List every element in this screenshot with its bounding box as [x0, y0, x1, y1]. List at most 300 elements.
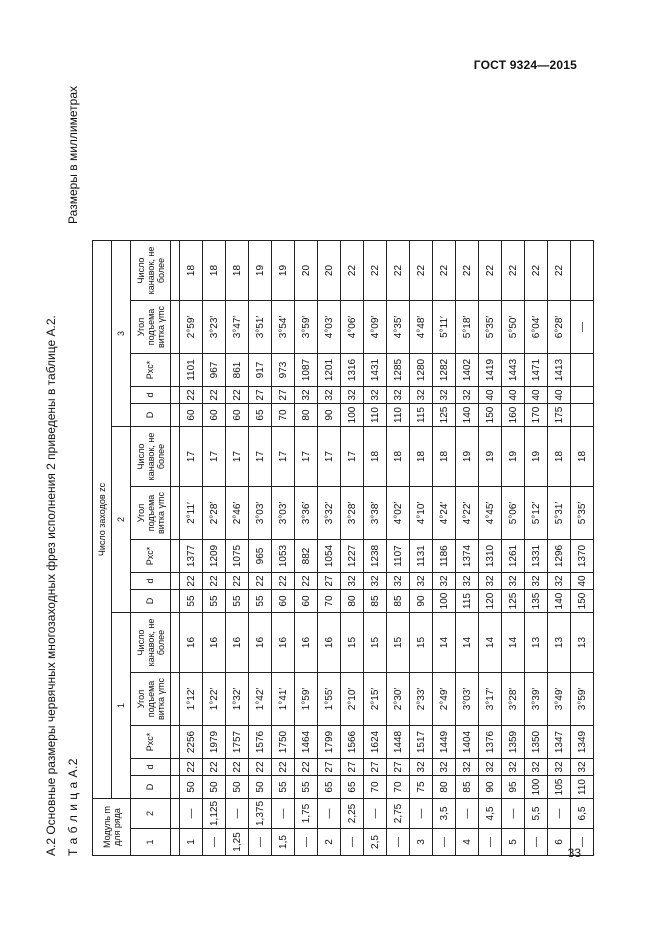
table-cell: 40: [502, 387, 525, 404]
table-cell: 40: [479, 387, 502, 404]
table-cell: 1053: [272, 540, 295, 573]
table-cell: 967: [203, 354, 226, 387]
table-cell: 17: [272, 427, 295, 487]
table-cell: 60: [203, 404, 226, 427]
table-cell: 1,75: [295, 799, 318, 829]
table-cell: 90: [410, 590, 433, 613]
table-cell: 32: [502, 573, 525, 590]
table-cell: 27: [341, 759, 364, 776]
header-row-2: 2: [131, 799, 171, 829]
table-cell: 5°35′: [479, 301, 502, 354]
table-row: [341, 241, 364, 856]
table-cell: 14: [456, 613, 479, 673]
header-row-1: 1: [131, 829, 171, 856]
table-cell: 32: [433, 759, 456, 776]
table-cell: 3°59′: [295, 301, 318, 354]
table-cell: 5°12′: [525, 487, 548, 540]
table-cell: 18: [203, 241, 226, 301]
header-group-2: 2: [112, 427, 131, 613]
table-cell: 18: [226, 241, 249, 301]
table-row: [502, 241, 525, 856]
table-cell: 18: [410, 427, 433, 487]
table-cell: 65: [318, 776, 341, 799]
table-cell: 32: [364, 387, 387, 404]
table-cell: 32: [456, 573, 479, 590]
table-cell: 18: [387, 427, 410, 487]
table-row: [295, 241, 318, 856]
header-pitch: Pхс*: [131, 726, 171, 759]
table-cell: —: [571, 829, 594, 856]
header-pitch: Pхс*: [131, 354, 171, 387]
table-cell: —: [502, 799, 525, 829]
table-cell: 1310: [479, 540, 502, 573]
table-cell: 1404: [456, 726, 479, 759]
table-cell: 100: [433, 590, 456, 613]
table-cell: 175: [548, 404, 571, 427]
table-cell: 2,5: [364, 829, 387, 856]
table-cell: 16: [226, 613, 249, 673]
table-cell: —: [180, 799, 203, 829]
table-body: [180, 241, 594, 856]
table-cell: 50: [226, 776, 249, 799]
table-cell: 2°28′: [203, 487, 226, 540]
table-cell: 2°59′: [180, 301, 203, 354]
table-cell: 80: [295, 404, 318, 427]
table-cell: 85: [364, 590, 387, 613]
table-cell: 3°32′: [318, 487, 341, 540]
table-cell: 22: [387, 241, 410, 301]
table-cell: 5°50′: [502, 301, 525, 354]
table-cell: 32: [433, 387, 456, 404]
table-cell: 1349: [571, 726, 594, 759]
table-cell: 882: [295, 540, 318, 573]
table-cell: —: [525, 829, 548, 856]
table-cell: 80: [341, 590, 364, 613]
table-cell: 32: [364, 573, 387, 590]
table-cell: 1054: [318, 540, 341, 573]
table-cell: 85: [456, 776, 479, 799]
table-cell: 18: [433, 427, 456, 487]
table-cell: 3°51′: [249, 301, 272, 354]
table-cell: 1757: [226, 726, 249, 759]
table-cell: 22: [226, 573, 249, 590]
table-cell: 3°23′: [203, 301, 226, 354]
table-cell: 2°11′: [180, 487, 203, 540]
table-cell: 55: [203, 590, 226, 613]
table-cell: 1316: [341, 354, 364, 387]
table-cell: 1750: [272, 726, 295, 759]
table-cell: 32: [502, 759, 525, 776]
table-cell: 22: [180, 573, 203, 590]
table-cell: 1261: [502, 540, 525, 573]
header-grooves: Число канавок, не более: [131, 427, 171, 487]
table-cell: 19: [249, 241, 272, 301]
table-cell: 4°48′: [410, 301, 433, 354]
table-cell: 22: [295, 759, 318, 776]
table-cell: 5°11′: [433, 301, 456, 354]
table-row: [433, 241, 456, 856]
table-row: [479, 241, 502, 856]
table-cell: 170: [525, 404, 548, 427]
table-cell: 50: [249, 776, 272, 799]
table-cell: 17: [203, 427, 226, 487]
table-cell: 2°49′: [433, 673, 456, 726]
table-cell: 17: [295, 427, 318, 487]
table-cell: 22: [249, 573, 272, 590]
table-cell: 3°03′: [272, 487, 295, 540]
table-cell: 140: [456, 404, 479, 427]
table-cell: 16: [203, 613, 226, 673]
table-cell: 32: [318, 387, 341, 404]
table-cell: 27: [318, 573, 341, 590]
table-cell: 105: [548, 776, 571, 799]
table-cell: 4: [456, 829, 479, 856]
table-cell: 20: [295, 241, 318, 301]
table-cell: 1282: [433, 354, 456, 387]
table-cell: —: [341, 829, 364, 856]
units-note: Размеры в миллиметрах: [66, 86, 80, 224]
table-cell: 17: [226, 427, 249, 487]
table-cell: 3°03′: [456, 673, 479, 726]
table-cell: 75: [410, 776, 433, 799]
table-cell: 22: [203, 387, 226, 404]
table-cell: 5°35′: [571, 487, 594, 540]
table-cell: 16: [295, 613, 318, 673]
table-cell: 1°59′: [295, 673, 318, 726]
table-cell: —: [364, 799, 387, 829]
table-cell: 6: [548, 829, 571, 856]
table-cell: 3°39′: [525, 673, 548, 726]
table-cell: —: [203, 829, 226, 856]
table-cell: 1576: [249, 726, 272, 759]
table-cell: 1107: [387, 540, 410, 573]
table-cell: 32: [456, 387, 479, 404]
table-cell: 125: [502, 590, 525, 613]
table-cell: 1°55′: [318, 673, 341, 726]
table-cell: 4°02′: [387, 487, 410, 540]
header-d-inner: d: [131, 573, 171, 590]
table-cell: 1238: [364, 540, 387, 573]
table-cell: 110: [571, 776, 594, 799]
table-cell: 18: [364, 427, 387, 487]
table-cell: 1227: [341, 540, 364, 573]
table-cell: 1370: [571, 540, 594, 573]
table-cell: 4°09′: [364, 301, 387, 354]
table-cell: 1376: [479, 726, 502, 759]
table-cell: 4°35′: [387, 301, 410, 354]
table-cell: —: [226, 799, 249, 829]
table-cell: 22: [203, 573, 226, 590]
table-cell: 17: [180, 427, 203, 487]
table-cell: 55: [249, 590, 272, 613]
table-cell: 3°17′: [479, 673, 502, 726]
table-cell: 55: [272, 776, 295, 799]
table-cell: 4°45′: [479, 487, 502, 540]
table-cell: 110: [387, 404, 410, 427]
table-cell: 13: [571, 613, 594, 673]
table-cell: 1°12′: [180, 673, 203, 726]
table-cell: [571, 241, 594, 301]
table-cell: 1131: [410, 540, 433, 573]
table-cell: 40: [525, 387, 548, 404]
table-row: [272, 241, 295, 856]
table-cell: 2256: [180, 726, 203, 759]
table-cell: 1443: [502, 354, 525, 387]
table-cell: 4,5: [479, 799, 502, 829]
table-cell: 1402: [456, 354, 479, 387]
table-cell: 1,5: [272, 829, 295, 856]
table-cell: 917: [249, 354, 272, 387]
table-cell: 1624: [364, 726, 387, 759]
table-cell: 5: [502, 829, 525, 856]
table-cell: 1285: [387, 354, 410, 387]
table-cell: 2: [318, 829, 341, 856]
header-angle: Угол подъема витка γmc: [131, 487, 171, 540]
table-cell: 1517: [410, 726, 433, 759]
table-cell: 32: [433, 573, 456, 590]
table-cell: 3,5: [433, 799, 456, 829]
header-grooves: Число канавок, не более: [131, 613, 171, 673]
table-cell: 140: [548, 590, 571, 613]
table-row: [456, 241, 479, 856]
table-cell: 150: [571, 590, 594, 613]
table-cell: 90: [479, 776, 502, 799]
table-cell: 18: [571, 427, 594, 487]
table-cell: 1°41′: [272, 673, 295, 726]
table-cell: 22: [272, 759, 295, 776]
table-cell: —: [548, 799, 571, 829]
table-cell: 1359: [502, 726, 525, 759]
table-cell: 16: [272, 613, 295, 673]
table-cell: 27: [318, 759, 341, 776]
table-cell: 1: [180, 829, 203, 856]
table-cell: 100: [525, 776, 548, 799]
table-cell: 32: [410, 573, 433, 590]
table-row: [318, 241, 341, 856]
table-cell: 19: [525, 427, 548, 487]
table-cell: 1331: [525, 540, 548, 573]
table-cell: 1,125: [203, 799, 226, 829]
table-cell: —: [272, 799, 295, 829]
table-row: [387, 241, 410, 856]
table-cell: 22: [479, 241, 502, 301]
table-row: [226, 241, 249, 856]
table-cell: 16: [249, 613, 272, 673]
table-cell: 22: [203, 759, 226, 776]
table-cell: 120: [479, 590, 502, 613]
table-cell: 3°47′: [226, 301, 249, 354]
table-cell: 27: [249, 387, 272, 404]
table-cell: 55: [226, 590, 249, 613]
table-cell: 27: [387, 759, 410, 776]
table-cell: 3°59′: [571, 673, 594, 726]
table-cell: 60: [272, 590, 295, 613]
table-row: [548, 241, 571, 856]
table-cell: 1471: [525, 354, 548, 387]
table-cell: 22: [502, 241, 525, 301]
table-cell: 14: [479, 613, 502, 673]
table-cell: 861: [226, 354, 249, 387]
table-cell: 22: [410, 241, 433, 301]
table-cell: [571, 404, 594, 427]
header-group-1: 1: [112, 613, 131, 799]
table-cell: 13: [548, 613, 571, 673]
table-cell: 1186: [433, 540, 456, 573]
table-cell: 32: [410, 759, 433, 776]
table-cell: 70: [318, 590, 341, 613]
table-cell: 60: [180, 404, 203, 427]
table-cell: 110: [364, 404, 387, 427]
header-d-outer: D: [131, 404, 171, 427]
table-row: [249, 241, 272, 856]
table-label: Т а б л и ц а А.2: [66, 758, 80, 856]
table-cell: 90: [318, 404, 341, 427]
table-cell: 1431: [364, 354, 387, 387]
table-cell: 22: [180, 759, 203, 776]
table-cell: —: [479, 829, 502, 856]
table-cell: 22: [341, 241, 364, 301]
table-cell: 1°32′: [226, 673, 249, 726]
table-cell: 973: [272, 354, 295, 387]
header-module: Модуль m для ряда: [93, 799, 131, 856]
document-code: ГОСТ 9324—2015: [473, 58, 577, 72]
table-cell: 70: [387, 776, 410, 799]
table-cell: 27: [272, 387, 295, 404]
table-cell: 100: [341, 404, 364, 427]
table-cell: 32: [341, 573, 364, 590]
table-cell: 1566: [341, 726, 364, 759]
table-cell: 16: [318, 613, 341, 673]
table-cell: 32: [341, 387, 364, 404]
table-cell: 50: [180, 776, 203, 799]
table-cell: 22: [272, 573, 295, 590]
table-cell: 2°46′: [226, 487, 249, 540]
table-cell: 50: [203, 776, 226, 799]
table-cell: 32: [410, 387, 433, 404]
table-cell: 22: [226, 387, 249, 404]
table-cell: 2°30′: [387, 673, 410, 726]
table-cell: 3°54′: [272, 301, 295, 354]
header-d-outer: D: [131, 590, 171, 613]
table-cell: 32: [525, 573, 548, 590]
table-cell: 19: [272, 241, 295, 301]
header-pitch: Pхс*: [131, 540, 171, 573]
table-cell: 1,375: [249, 799, 272, 829]
table-cell: 32: [548, 759, 571, 776]
table-cell: 22: [456, 241, 479, 301]
table-row: [180, 241, 203, 856]
table-cell: 115: [456, 590, 479, 613]
table-cell: 32: [479, 573, 502, 590]
table-cell: 19: [456, 427, 479, 487]
table-cell: 32: [295, 387, 318, 404]
table-cell: 19: [479, 427, 502, 487]
table-cell: 65: [249, 404, 272, 427]
table-cell: 15: [364, 613, 387, 673]
table-cell: 3°03′: [249, 487, 272, 540]
table-cell: 32: [548, 573, 571, 590]
table-cell: 2°10′: [341, 673, 364, 726]
table-row: [203, 241, 226, 856]
table-cell: 22: [364, 241, 387, 301]
table-cell: 2°15′: [364, 673, 387, 726]
header-angle: Угол подъема витка γmc: [131, 673, 171, 726]
table-cell: —: [456, 799, 479, 829]
table-cell: 4°03′: [318, 301, 341, 354]
table-cell: 22: [226, 759, 249, 776]
table-cell: 1979: [203, 726, 226, 759]
table-cell: 4°10′: [410, 487, 433, 540]
table-cell: 32: [571, 759, 594, 776]
table-cell: 13: [525, 613, 548, 673]
table-cell: 17: [318, 427, 341, 487]
header-d-inner: d: [131, 387, 171, 404]
table-cell: 22: [548, 241, 571, 301]
table-cell: 1374: [456, 540, 479, 573]
table-cell: 1209: [203, 540, 226, 573]
table-cell: 965: [249, 540, 272, 573]
table-cell: 115: [410, 404, 433, 427]
table-cell: 6°28′: [548, 301, 571, 354]
table-cell: 14: [502, 613, 525, 673]
table-cell: 1799: [318, 726, 341, 759]
table-cell: 17: [341, 427, 364, 487]
table-cell: 40: [548, 387, 571, 404]
rotated-table-block: [44, 86, 612, 856]
table-cell: 17: [249, 427, 272, 487]
table-cell: 1087: [295, 354, 318, 387]
table-cell: 1347: [548, 726, 571, 759]
table-cell: 40: [571, 573, 594, 590]
table-cell: 65: [341, 776, 364, 799]
table-cell: 1°22′: [203, 673, 226, 726]
table-cell: 125: [433, 404, 456, 427]
table-cell: 1280: [410, 354, 433, 387]
table-cell: 95: [502, 776, 525, 799]
header-grooves: Число канавок, не более: [131, 241, 171, 301]
table-cell: 5°06′: [502, 487, 525, 540]
table-cell: —: [295, 829, 318, 856]
header-angle: Угол подъема витка γmc: [131, 301, 171, 354]
table-row: [525, 241, 548, 856]
table-cell: 1464: [295, 726, 318, 759]
table-cell: 1419: [479, 354, 502, 387]
table-cell: [571, 387, 594, 404]
table-cell: 22: [433, 241, 456, 301]
table-cell: 1296: [548, 540, 571, 573]
table-cell: —: [571, 301, 594, 354]
table-cell: 22: [525, 241, 548, 301]
table-cell: 6°04′: [525, 301, 548, 354]
table-cell: —: [387, 829, 410, 856]
table-cell: 1448: [387, 726, 410, 759]
table-cell: 15: [341, 613, 364, 673]
header-d-inner: d: [131, 759, 171, 776]
table-cell: 85: [387, 590, 410, 613]
header-d-outer: D: [131, 776, 171, 799]
table-cell: 32: [456, 759, 479, 776]
table-cell: 32: [387, 573, 410, 590]
section-title: А.2 Основные размеры червячных многозаходных фрез исполнения 2 приведены в таблице А.2.: [44, 315, 58, 856]
table-cell: 1413: [548, 354, 571, 387]
table-cell: 32: [479, 759, 502, 776]
table-cell: 5,5: [525, 799, 548, 829]
table-cell: 1201: [318, 354, 341, 387]
table-cell: 1350: [525, 726, 548, 759]
table-cell: 1101: [180, 354, 203, 387]
table-cell: 3°38′: [364, 487, 387, 540]
table-row: [571, 241, 594, 856]
